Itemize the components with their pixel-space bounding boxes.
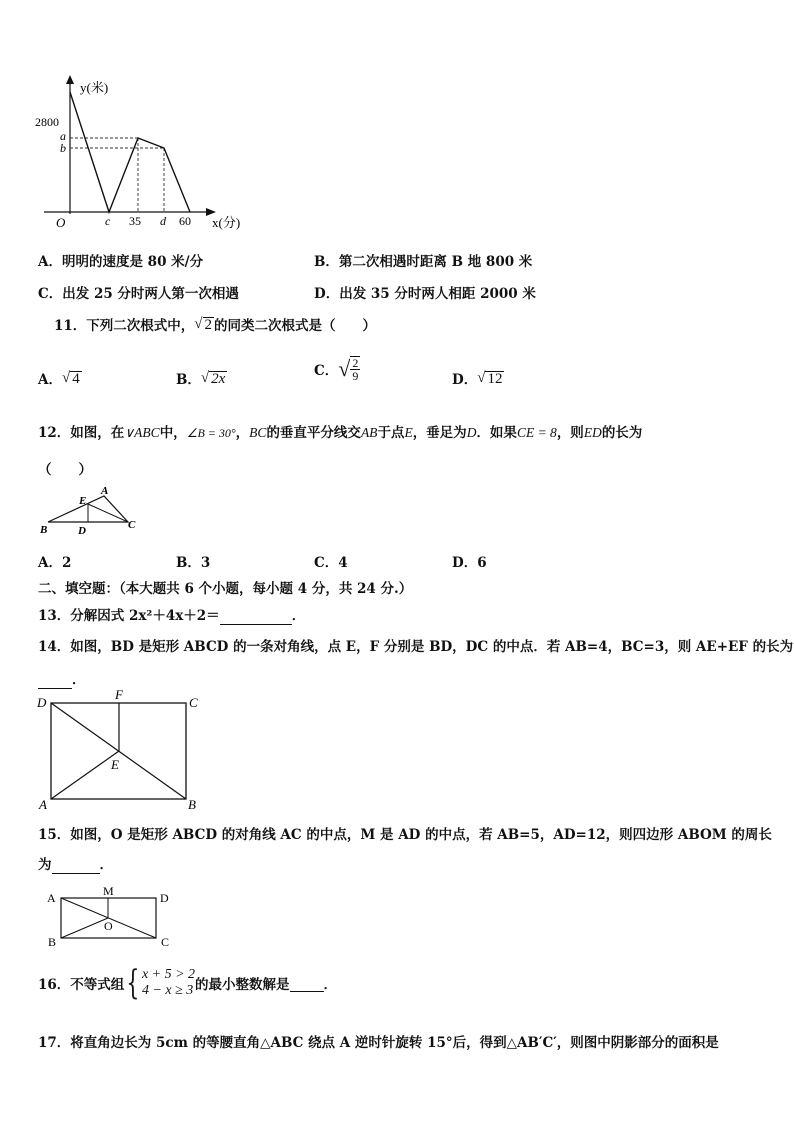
q11-option-c[interactable] xyxy=(314,356,360,382)
q16-answer-blank[interactable] xyxy=(290,975,324,992)
x-tick-35: 35 xyxy=(129,214,141,228)
denominator: 9 xyxy=(352,369,359,383)
q12-math: CE = 8 xyxy=(516,425,557,440)
q16-end: ． xyxy=(323,977,338,993)
label-d: D xyxy=(37,695,47,710)
q14-rectangle-figure xyxy=(32,688,212,812)
sqrt-symbol: √ 2x xyxy=(200,369,226,387)
q15-rectangle-figure xyxy=(44,882,184,950)
q12-math: ∠B = 30° xyxy=(186,426,236,440)
origin-label: O xyxy=(56,215,66,230)
q12-triangle-figure xyxy=(36,484,146,540)
label-f: F xyxy=(115,688,123,702)
q12-math: E xyxy=(404,425,413,440)
label-a: A xyxy=(101,485,109,497)
sqrt-symbol: √ $\frac{2}{9}$ xyxy=(338,356,359,383)
q11-option-d[interactable] xyxy=(452,368,504,388)
label-b: B xyxy=(40,524,48,536)
label-o: O xyxy=(104,919,113,933)
label-d: D xyxy=(160,891,169,905)
inequality-system xyxy=(142,967,195,999)
q12-math: D xyxy=(466,425,477,440)
q15-end: ． xyxy=(99,857,113,873)
q11-option-b[interactable] xyxy=(176,368,227,388)
label-e: E xyxy=(79,495,87,507)
radicand: 4 xyxy=(72,370,80,387)
y-tick-b: b xyxy=(60,141,66,155)
label-a: A xyxy=(39,797,47,812)
label-e: E xyxy=(111,757,119,772)
q12-text: 的长为 xyxy=(601,425,643,441)
option-letter: D． xyxy=(452,372,478,388)
q12-option-a[interactable]: A．2 xyxy=(38,555,72,571)
q13-answer-blank[interactable] xyxy=(220,608,292,625)
q16 xyxy=(38,963,338,1003)
q12-math: ED xyxy=(583,425,602,440)
y-tick-a: a xyxy=(60,129,66,143)
q15-stem: 15．如图，O 是矩形 ABCD 的对角线 AC 的中点，M 是 AD 的中点，若 AB=5，AD=12，则四边形 ABOM 的周长 xyxy=(38,827,772,843)
q14-answer-line xyxy=(38,668,86,689)
x-axis-label: x(分) xyxy=(212,215,241,230)
section-heading: 二、填空题：（本大题共 6 个小题，每小题 4 分，共 24 分.） xyxy=(38,581,413,597)
inequality-1: x + 5 > 2 xyxy=(141,967,196,982)
y-axis-arrow xyxy=(66,75,74,84)
q15-answer-line xyxy=(38,853,113,874)
q11-stem xyxy=(54,314,376,334)
segment-ae xyxy=(51,751,119,799)
q14-end: ． xyxy=(72,672,86,688)
q12-math: BC xyxy=(249,425,267,440)
q16-pre: 16．不等式组 xyxy=(38,977,125,993)
label-c: C xyxy=(189,695,198,710)
sqrt-symbol: √ 12 xyxy=(477,369,503,387)
sqrt-symbol: √ 2 xyxy=(194,315,213,333)
x-tick-c: c xyxy=(105,214,111,228)
q14-stem: 14．如图，BD 是矩形 ABCD 的一条对角线，点 E，F 分别是 BD，DC 的中点．若 AB=4，BC=3，则 AE+EF 的长为 xyxy=(38,639,794,655)
y-tick-2800: 2800 xyxy=(35,115,59,129)
label-c: C xyxy=(128,519,136,531)
q12-math: AB xyxy=(360,425,378,440)
q13-end: ． xyxy=(291,608,306,624)
q12-text: 的垂直平分线交 xyxy=(266,425,361,441)
option-letter: B． xyxy=(176,372,201,388)
y-axis-label: y(米) xyxy=(80,80,109,95)
q12-stem xyxy=(38,421,642,441)
option-letter: C． xyxy=(314,363,339,379)
radicand: 12 xyxy=(487,370,503,387)
q12-option-b[interactable]: B．3 xyxy=(176,555,211,571)
segment-ec xyxy=(88,504,128,522)
q12-text: ，垂足为 xyxy=(412,425,467,441)
label-d: D xyxy=(78,525,86,537)
q13 xyxy=(38,604,305,625)
radicand: 2x xyxy=(211,370,226,387)
q10-option-d[interactable]: D．出发 35 分时两人相距 2000 米 xyxy=(314,286,536,302)
q10-option-b[interactable]: B．第二次相遇时距离 B 地 800 米 xyxy=(314,254,533,270)
q12-text: 中， xyxy=(159,425,187,441)
q11-stem-post: 的同类二次根式是（ ） xyxy=(214,318,377,334)
sqrt-symbol: √ 4 xyxy=(61,369,80,387)
q12-text: ，则 xyxy=(556,425,584,441)
label-b: B xyxy=(48,935,57,949)
inequality-2: 4 − x ≥ 3 xyxy=(141,983,194,998)
q11-option-a[interactable] xyxy=(38,368,82,388)
x-tick-60: 60 xyxy=(179,214,191,228)
distance-line xyxy=(70,92,190,212)
option-letter: A． xyxy=(38,372,62,388)
q15-line2: 为 xyxy=(38,857,52,873)
q12-text: 于点 xyxy=(377,425,405,441)
q15-answer-blank[interactable] xyxy=(52,857,100,874)
q10-option-c[interactable]: C．出发 25 分时两人第一次相遇 xyxy=(38,286,239,302)
q16-post: 的最小整数解是 xyxy=(195,977,290,993)
q17-stem: 17．将直角边长为 5cm 的等腰直角△ABC 绕点 A 逆时针旋转 15°后，得到△AB′C′，则图中阴影部分的面积是 xyxy=(38,1035,719,1051)
numerator: 2 xyxy=(352,356,359,370)
q12-answer-paren: （ ） xyxy=(38,462,92,478)
label-a: A xyxy=(47,891,56,905)
q14-answer-blank[interactable] xyxy=(38,672,72,689)
x-tick-d: d xyxy=(160,214,166,228)
fraction xyxy=(350,356,360,382)
q10-option-a[interactable]: A．明明的速度是 80 米/分 xyxy=(38,254,204,270)
q12-option-c[interactable]: C．4 xyxy=(314,555,348,571)
q13-text: 13．分解因式 2x²＋4x＋2＝ xyxy=(38,608,220,624)
q12-text: ， xyxy=(235,425,250,441)
distance-time-graph xyxy=(30,74,270,234)
label-m: M xyxy=(103,884,114,898)
label-c: C xyxy=(161,935,170,949)
q12-math: ∨ABC xyxy=(124,425,160,440)
q12-text: ．如果 xyxy=(476,425,517,441)
segment-bo xyxy=(61,918,108,938)
label-b: B xyxy=(188,797,196,812)
q11-radicand: 2 xyxy=(204,316,213,333)
q12-option-d[interactable]: D．6 xyxy=(452,555,487,571)
q11-stem-pre: 11．下列二次根式中， xyxy=(54,318,195,334)
brace-icon: { xyxy=(126,963,140,1003)
q12-text: 12．如图，在 xyxy=(38,425,125,441)
